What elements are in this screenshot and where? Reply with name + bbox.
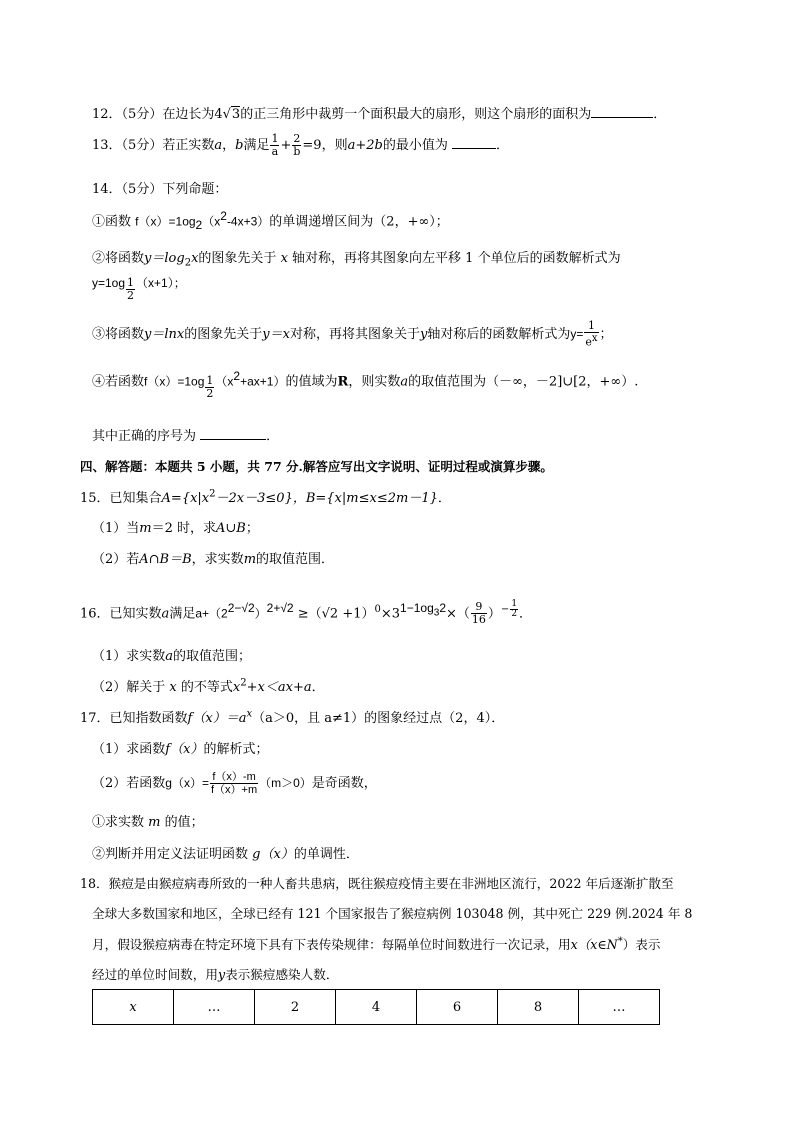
q12-coef: 4 (214, 107, 223, 122)
fraction-1-over-e-x: $\frac{1}{e^x}$ (585, 319, 598, 349)
table-cell: 2 (255, 990, 336, 1025)
q12-radicand: 3 (231, 107, 241, 122)
table-cell: 8 (498, 990, 579, 1025)
table-cell: 4 (336, 990, 417, 1025)
table-cell: … (174, 990, 255, 1025)
fraction-1-over-a: $\frac{1}{a}$ (271, 132, 279, 158)
table-row (93, 990, 660, 1025)
table-cell: … (579, 990, 660, 1025)
fraction-g-definition: $\frac{f(x)-m}{f(x)+m}$ (210, 771, 258, 796)
fraction-1-over-2: $\frac{1}{2}$ (127, 276, 135, 302)
q12-lead: 12．（5分）在边长为 (92, 107, 215, 122)
table-cell: x (93, 990, 174, 1025)
fraction-2-over-b: $\frac{2}{b}$ (293, 132, 301, 158)
fraction-1-over-2: $\frac{1}{2}$ (206, 374, 214, 401)
table-cell: 6 (417, 990, 498, 1025)
q12-text: 的正三角形中裁剪一个面积最大的扇形，则这个扇形的面积为 (240, 107, 592, 122)
fraction-9-over-16: $\frac{9}{16}$ (471, 600, 486, 627)
answer-blank[interactable] (591, 105, 653, 118)
answer-blank[interactable] (452, 136, 496, 149)
infection-table (92, 989, 660, 1025)
answer-blank[interactable] (200, 427, 266, 440)
